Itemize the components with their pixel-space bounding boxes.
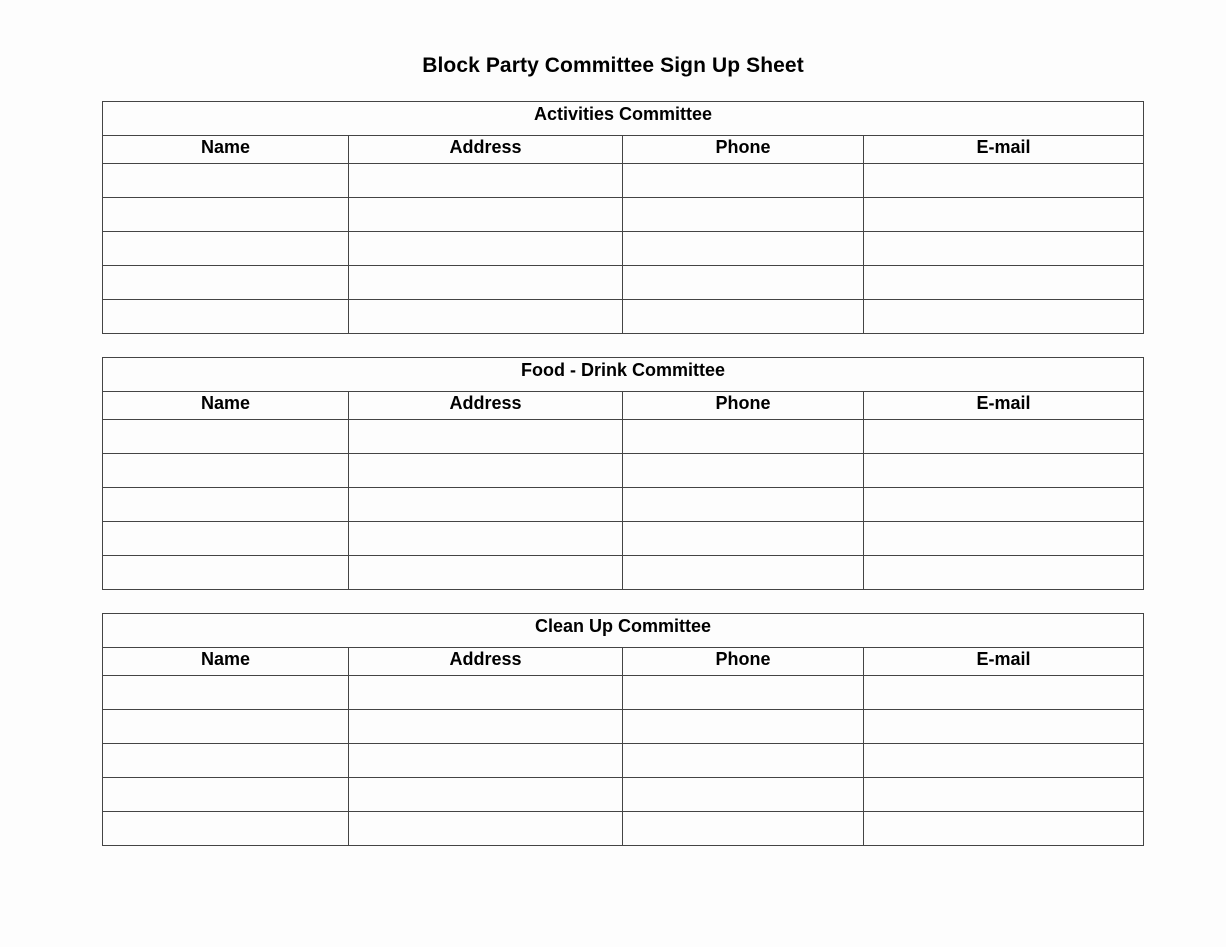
clean-up-committee-table — [102, 613, 1144, 846]
name-cell[interactable] — [103, 266, 349, 300]
name-cell[interactable] — [103, 812, 349, 846]
email-cell[interactable] — [864, 488, 1144, 522]
column-header-phone: Phone — [623, 392, 864, 420]
signup-row — [103, 488, 1144, 522]
phone-cell[interactable] — [623, 300, 864, 334]
signup-row — [103, 164, 1144, 198]
address-cell[interactable] — [349, 232, 623, 266]
column-header-name: Name — [103, 392, 349, 420]
name-cell[interactable] — [103, 744, 349, 778]
phone-cell[interactable] — [623, 198, 864, 232]
phone-cell[interactable] — [623, 676, 864, 710]
signup-row — [103, 420, 1144, 454]
name-cell[interactable] — [103, 488, 349, 522]
address-cell[interactable] — [349, 266, 623, 300]
signup-rows — [103, 676, 1144, 846]
column-header-name: Name — [103, 648, 349, 676]
phone-cell[interactable] — [623, 420, 864, 454]
committee-title: Clean Up Committee — [103, 614, 1144, 648]
signup-row — [103, 266, 1144, 300]
signup-row — [103, 522, 1144, 556]
column-header-email: E-mail — [864, 648, 1144, 676]
column-header-address: Address — [349, 136, 623, 164]
email-cell[interactable] — [864, 778, 1144, 812]
signup-row — [103, 300, 1144, 334]
column-header-address: Address — [349, 648, 623, 676]
address-cell[interactable] — [349, 812, 623, 846]
phone-cell[interactable] — [623, 522, 864, 556]
committee-title: Activities Committee — [103, 102, 1144, 136]
email-cell[interactable] — [864, 744, 1144, 778]
email-cell[interactable] — [864, 556, 1144, 590]
phone-cell[interactable] — [623, 556, 864, 590]
address-cell[interactable] — [349, 522, 623, 556]
name-cell[interactable] — [103, 420, 349, 454]
phone-cell[interactable] — [623, 232, 864, 266]
phone-cell[interactable] — [623, 710, 864, 744]
email-cell[interactable] — [864, 164, 1144, 198]
email-cell[interactable] — [864, 420, 1144, 454]
phone-cell[interactable] — [623, 266, 864, 300]
column-header-phone: Phone — [623, 648, 864, 676]
signup-rows — [103, 420, 1144, 590]
food-drink-committee-table — [102, 357, 1144, 590]
phone-cell[interactable] — [623, 454, 864, 488]
address-cell[interactable] — [349, 710, 623, 744]
email-cell[interactable] — [864, 710, 1144, 744]
address-cell[interactable] — [349, 778, 623, 812]
email-cell[interactable] — [864, 676, 1144, 710]
column-header-name: Name — [103, 136, 349, 164]
name-cell[interactable] — [103, 232, 349, 266]
signup-row — [103, 778, 1144, 812]
email-cell[interactable] — [864, 300, 1144, 334]
column-header-address: Address — [349, 392, 623, 420]
signup-row — [103, 198, 1144, 232]
name-cell[interactable] — [103, 710, 349, 744]
phone-cell[interactable] — [623, 164, 864, 198]
email-cell[interactable] — [864, 232, 1144, 266]
address-cell[interactable] — [349, 676, 623, 710]
email-cell[interactable] — [864, 454, 1144, 488]
address-cell[interactable] — [349, 164, 623, 198]
email-cell[interactable] — [864, 266, 1144, 300]
name-cell[interactable] — [103, 164, 349, 198]
email-cell[interactable] — [864, 198, 1144, 232]
address-cell[interactable] — [349, 300, 623, 334]
name-cell[interactable] — [103, 676, 349, 710]
name-cell[interactable] — [103, 454, 349, 488]
name-cell[interactable] — [103, 778, 349, 812]
page-title: Block Party Committee Sign Up Sheet — [422, 54, 804, 77]
signup-row — [103, 454, 1144, 488]
address-cell[interactable] — [349, 556, 623, 590]
column-header-email: E-mail — [864, 392, 1144, 420]
signup-row — [103, 744, 1144, 778]
phone-cell[interactable] — [623, 488, 864, 522]
signup-row — [103, 812, 1144, 846]
column-header-email: E-mail — [864, 136, 1144, 164]
address-cell[interactable] — [349, 454, 623, 488]
name-cell[interactable] — [103, 522, 349, 556]
address-cell[interactable] — [349, 744, 623, 778]
signup-row — [103, 556, 1144, 590]
phone-cell[interactable] — [623, 744, 864, 778]
signup-rows — [103, 164, 1144, 334]
name-cell[interactable] — [103, 300, 349, 334]
address-cell[interactable] — [349, 420, 623, 454]
phone-cell[interactable] — [623, 778, 864, 812]
column-header-phone: Phone — [623, 136, 864, 164]
activities-committee-table — [102, 101, 1144, 334]
signup-row — [103, 676, 1144, 710]
email-cell[interactable] — [864, 812, 1144, 846]
name-cell[interactable] — [103, 198, 349, 232]
email-cell[interactable] — [864, 522, 1144, 556]
signup-row — [103, 232, 1144, 266]
committee-title: Food - Drink Committee — [103, 358, 1144, 392]
signup-row — [103, 710, 1144, 744]
address-cell[interactable] — [349, 198, 623, 232]
address-cell[interactable] — [349, 488, 623, 522]
phone-cell[interactable] — [623, 812, 864, 846]
name-cell[interactable] — [103, 556, 349, 590]
